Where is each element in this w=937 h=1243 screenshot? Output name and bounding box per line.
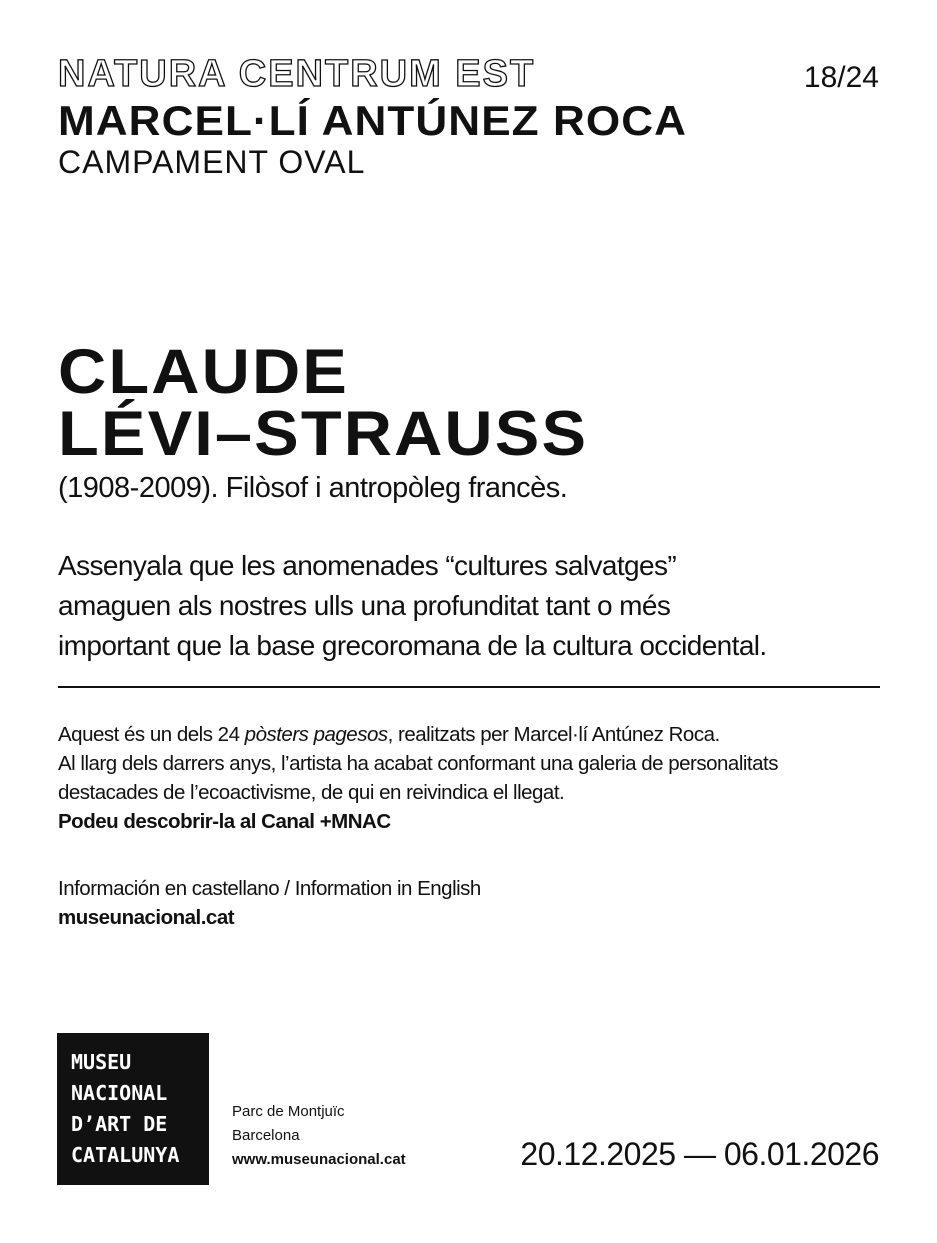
address-website[interactable]: www.museunacional.cat bbox=[232, 1151, 406, 1168]
page-number: 18/24 bbox=[803, 61, 879, 94]
canal-mnac-line: Podeu descobrir-la al Canal +MNAC bbox=[58, 810, 391, 833]
artist-name: MARCEL·LÍ ANTÚNEZ ROCA bbox=[58, 97, 688, 144]
address-line2: Barcelona bbox=[232, 1127, 300, 1144]
quote-line2: amaguen als nostres ulls una profunditat tant o més bbox=[58, 590, 671, 621]
person-dates-role: (1908-2009). Filòsof i antropòleg francès. bbox=[58, 472, 568, 504]
quote-line1: Assenyala que les anomenades “cultures salvatges” bbox=[58, 550, 677, 581]
exhibition-subtitle: CAMPAMENT OVAL bbox=[58, 144, 366, 180]
info-line1-prefix: Aquest és un dels 24 bbox=[58, 723, 245, 746]
info-line2: Al llarg dels darrers anys, l’artista ha acabat conformant una galeria de personalitats bbox=[58, 752, 778, 775]
logo-line4: CATALUNYA bbox=[71, 1143, 180, 1167]
info-line1-suffix: , realitzats per Marcel·lí Antúnez Roca. bbox=[387, 723, 720, 746]
logo-line3: D’ART DE bbox=[71, 1112, 168, 1136]
info-line3: destacades de l’ecoactivisme, de qui en reivindica el llegat. bbox=[58, 781, 565, 804]
museum-logo bbox=[57, 1033, 209, 1185]
address-line1: Parc de Montjuïc bbox=[232, 1103, 345, 1120]
info-line1 bbox=[58, 720, 778, 749]
exhibition-dates: 20.12.2025 — 06.01.2026 bbox=[520, 1136, 879, 1172]
language-info bbox=[58, 874, 481, 932]
divider bbox=[58, 686, 880, 688]
quote-line3: important que la base grecoromana de la cultura occidental. bbox=[58, 630, 767, 661]
language-line: Información en castellano / Information in English bbox=[58, 877, 481, 900]
series-title: NATURA CENTRUM EST bbox=[58, 53, 536, 95]
logo-line2: NACIONAL bbox=[71, 1081, 168, 1105]
info-block bbox=[58, 720, 778, 836]
quote bbox=[58, 546, 888, 666]
person-name-line2: LÉVI–STRAUSS bbox=[58, 399, 589, 469]
logo-line1: MUSEU bbox=[71, 1050, 132, 1074]
website-link[interactable]: museunacional.cat bbox=[58, 906, 235, 929]
person-name bbox=[58, 337, 589, 469]
info-line1-italic: pòsters pagesos bbox=[244, 723, 388, 746]
museum-address bbox=[232, 1100, 406, 1172]
person-name-line1: CLAUDE bbox=[58, 337, 349, 407]
